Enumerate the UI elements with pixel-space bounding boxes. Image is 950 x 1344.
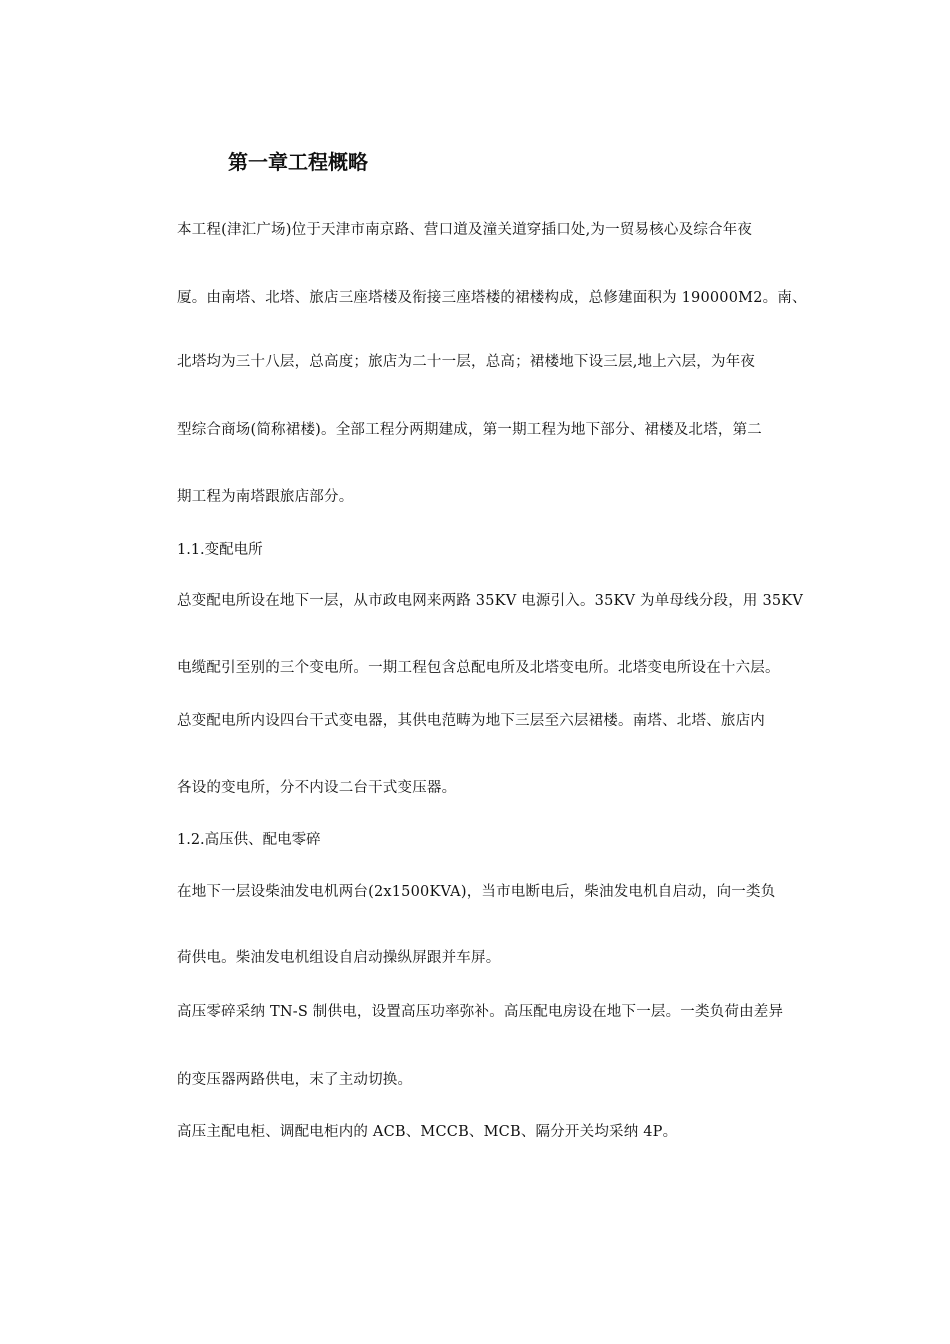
- paragraph-line: 荷供电。柴油发电机组设自启动操纵屏跟并车屏。: [177, 950, 501, 966]
- paragraph-line: 本工程(津汇广场)位于天津市南京路、营口道及潼关道穿插口处,为一贸易核心及综合年夜: [177, 222, 753, 238]
- paragraph-line: 的变压器两路供电，末了主动切换。: [177, 1072, 413, 1088]
- paragraph-line: 总变配电所内设四台干式变电器，其供电范畴为地下三层至六层裙楼。南塔、北塔、旅店内: [177, 713, 765, 729]
- paragraph-line: 各设的变电所，分不内设二台干式变压器。: [177, 780, 457, 796]
- paragraph-line: 期工程为南塔跟旅店部分。: [177, 489, 354, 505]
- paragraph-line: 北塔均为三十八层，总高度；旅店为二十一层，总高；裙楼地下设三层,地上六层，为年夜: [177, 354, 756, 370]
- paragraph-line: 高压主配电柜、调配电柜内的 ACB、MCCB、MCB、隔分开关均采纳 4P。: [177, 1124, 678, 1140]
- paragraph-line: 在地下一层设柴油发电机两台(2x1500KVA)，当市电断电后，柴油发电机自启动，向一类负: [177, 884, 776, 900]
- paragraph-line: 型综合商场(简称裙楼)。全部工程分两期建成，第一期工程为地下部分、裙楼及北塔，第二: [177, 422, 763, 438]
- section-heading: 1.1.变配电所: [177, 542, 263, 558]
- chapter-title: 第一章工程概略: [228, 150, 368, 174]
- paragraph-line: 厦。由南塔、北塔、旅店三座塔楼及衔接三座塔楼的裙楼构成，总修建面积为 190000M2。南、: [177, 290, 807, 306]
- paragraph-line: 高压零碎采纳 TN-S 制供电，设置高压功率弥补。高压配电房设在地下一层。一类负荷由差异: [177, 1004, 784, 1020]
- paragraph-line: 电缆配引至别的三个变电所。一期工程包含总配电所及北塔变电所。北塔变电所设在十六层。: [177, 660, 780, 676]
- paragraph-line: 总变配电所设在地下一层，从市政电网来两路 35KV 电源引入。35KV 为单母线分段，用 35KV: [177, 593, 803, 609]
- section-heading: 1.2.高压供、配电零碎: [177, 832, 321, 848]
